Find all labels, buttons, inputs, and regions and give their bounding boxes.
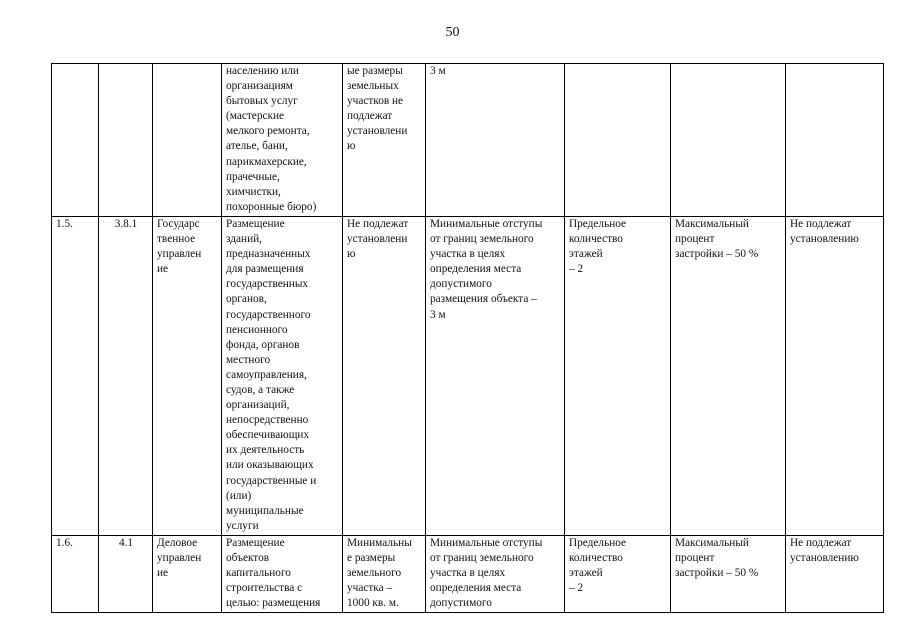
restrictions-cell: Не подлежат установлению bbox=[786, 216, 884, 535]
page-number: 50 bbox=[445, 25, 460, 40]
use-code-cell: 3.8.1 bbox=[99, 216, 153, 535]
lot-size-cell: Минимальны е размеры земельного участка – 1000 кв. м. bbox=[343, 535, 426, 612]
setback-cell: Минимальные отступы от границ земельного участка в целях определения места допустимого bbox=[426, 535, 565, 612]
lot-size-cell: Не подлежат установлени ю bbox=[343, 216, 426, 535]
coverage-cell: Максимальный процент застройки – 50 % bbox=[671, 535, 786, 612]
use-name-cell: Государс твенное управлен ие bbox=[153, 216, 222, 535]
use-code-cell bbox=[99, 64, 153, 217]
table-row bbox=[52, 535, 884, 612]
row-number-cell: 1.5. bbox=[52, 216, 99, 535]
floors-limit-cell: Предельное количество этажей – 2 bbox=[565, 535, 671, 612]
row-number-cell bbox=[52, 64, 99, 217]
use-name-cell bbox=[153, 64, 222, 217]
use-description-cell: Размещение объектов капитального строительства с целью: размещения bbox=[222, 535, 343, 612]
land-use-regulations-table bbox=[51, 63, 884, 613]
setback-cell: Минимальные отступы от границ земельного участка в целях определения места допустимого размещения объекта – 3 м bbox=[426, 216, 565, 535]
use-description-cell: населению или организациям бытовых услуг (мастерские мелкого ремонта, ателье, бани, парикмахерские, прачечные, химчистки, похоронные бюро) bbox=[222, 64, 343, 217]
use-code-cell: 4.1 bbox=[99, 535, 153, 612]
restrictions-cell: Не подлежат установлению bbox=[786, 535, 884, 612]
coverage-cell: Максимальный процент застройки – 50 % bbox=[671, 216, 786, 535]
table-row bbox=[52, 216, 884, 535]
lot-size-cell: ые размеры земельных участков не подлежат установлени ю bbox=[343, 64, 426, 217]
coverage-cell bbox=[671, 64, 786, 217]
use-name-cell: Деловое управлен ие bbox=[153, 535, 222, 612]
restrictions-cell bbox=[786, 64, 884, 217]
floors-limit-cell: Предельное количество этажей – 2 bbox=[565, 216, 671, 535]
setback-cell: 3 м bbox=[426, 64, 565, 217]
table-row bbox=[52, 64, 884, 217]
use-description-cell: Размещение зданий, предназначенных для размещения государственных органов, государственного пенсионного фонда, органов местного самоуправления, судов, а также организаций, непосредственно обеспечивающих их деятельность или оказывающих государственные и (или) муниципальные услуги bbox=[222, 216, 343, 535]
row-number-cell: 1.6. bbox=[52, 535, 99, 612]
floors-limit-cell bbox=[565, 64, 671, 217]
